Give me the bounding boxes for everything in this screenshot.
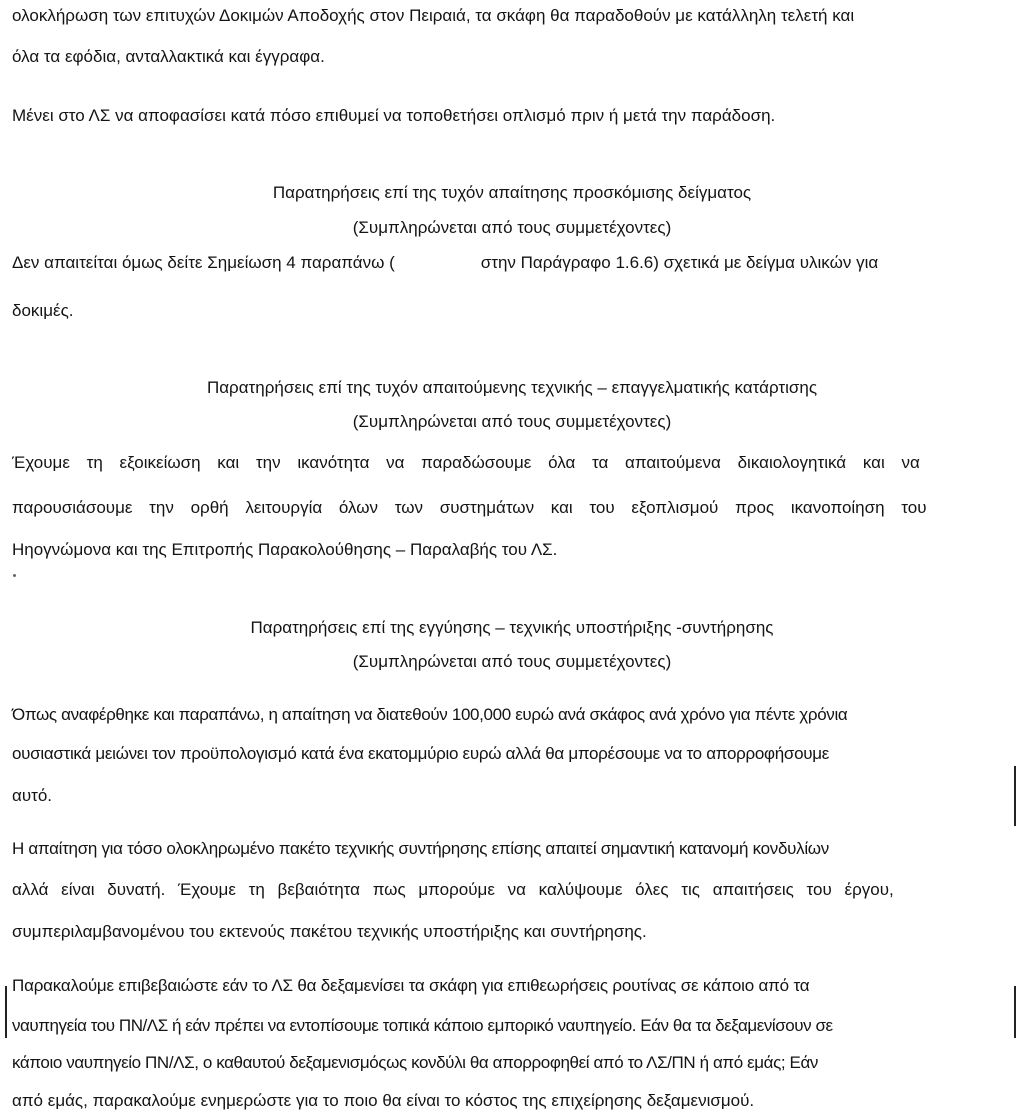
- intro-line-2: όλα τα εφόδια, ανταλλακτικά και έγγραφα.: [12, 47, 325, 66]
- margin-rule-right: [1014, 766, 1016, 826]
- warranty-p2-line-1: Η απαίτηση για τόσο ολοκληρωμένο πακέτο τεχνικής συντήρησης επίσης απαιτεί σημαντική κατανομή κονδυλίων: [12, 839, 829, 858]
- margin-rule-left: [5, 986, 7, 1038]
- intro-line-1: [12, 6, 1006, 26]
- warranty-p3-line-3: κάποιο ναυπηγείο ΠΝ/ΛΣ, ο καθαυτού δεξαμενισμόςως κονδύλι θα απορροφηθεί από το ΛΣ/ΠΝ ή από εμάς; Εάν: [12, 1053, 818, 1072]
- margin-rule-right-lower: [1014, 986, 1016, 1038]
- training-paragraph-line-2: παρουσιάσουμε την ορθή λειτουργία όλων των συστημάτων και του εξοπλισμού προς ικανοποίηση του: [12, 498, 927, 517]
- warranty-p3-line-2: ναυπηγεία του ΠΝ/ΛΣ ή εάν πρέπει να εντοπίσουμε τοπικά κάποιο εμπορικό ναυπηγείο. Εάν θα τα δεξαμενίσουν σε: [12, 1016, 833, 1035]
- warranty-p1-line-1: Όπως αναφέρθηκε και παραπάνω, η απαίτηση να διατεθούν 100,000 ευρώ ανά σκάφος ανά χρόνο για πέντε χρόνια: [12, 705, 848, 724]
- intro-line-1-text: ολοκλήρωση των επιτυχών Δοκιμών Αποδοχής στον Πειραιά, τα σκάφη θα παραδοθούν με κατάλληλη τελετή και: [12, 6, 855, 25]
- sample-paragraph-line-2: δοκιμές.: [12, 301, 74, 320]
- warranty-p3-line-4: από εμάς, παρακαλούμε ενημερώστε για το ποιο θα είναι το κόστος της επιχείρησης δεξαμενισμού.: [12, 1091, 755, 1110]
- scan-speck: [13, 574, 16, 577]
- warranty-p2-line-3: συμπεριλαμβανομένου του εκτενούς πακέτου τεχνικής υποστήριξης και συντήρησης.: [12, 922, 647, 941]
- sample-section-subheading: (Συμπληρώνεται από τους συμμετέχοντες): [352, 218, 672, 237]
- warranty-section-heading: Παρατηρήσεις επί της εγγύησης – τεχνικής υποστήριξης -συντήρησης: [250, 618, 774, 637]
- training-paragraph-line-3: Ηηογνώμονα και της Επιτροπής Παρακολούθησης – Παραλαβής του ΛΣ.: [12, 540, 558, 559]
- sample-section-heading: Παρατηρήσεις επί της τυχόν απαίτησης προσκόμισης δείγματος: [272, 183, 752, 202]
- warranty-section-subheading: (Συμπληρώνεται από τους συμμετέχοντες): [352, 652, 672, 671]
- training-paragraph-line-1: Έχουμε τη εξοικείωση και την ικανότητα να παραδώσουμε όλα τα απαιτούμενα δικαιολογητικά και να: [12, 453, 920, 472]
- sample-paragraph-line-1: [12, 253, 878, 273]
- training-section-heading: Παρατηρήσεις επί της τυχόν απαιτούμενης τεχνικής – επαγγελματικής κατάρτισης: [206, 378, 818, 397]
- warranty-p1-line-2: ουσιαστικά μειώνει τον προϋπολογισμό κατά ένα εκατομμύριο ευρώ αλλά θα μπορέσουμε να το απορροφήσουμε: [12, 744, 830, 763]
- sample-line-1-left: Δεν απαιτείται όμως δείτε Σημείωση 4 παραπάνω (: [12, 253, 395, 272]
- training-section-subheading: (Συμπληρώνεται από τους συμμετέχοντες): [352, 412, 672, 431]
- sample-line-1-right: στην Παράγραφο 1.6.6) σχετικά με δείγμα υλικών για: [480, 253, 879, 272]
- warranty-p1-line-3: αυτό.: [12, 786, 53, 805]
- warranty-p2-line-2: αλλά είναι δυνατή. Έχουμε τη βεβαιότητα πως μπορούμε να καλύψουμε όλες τις απαιτήσεις του έργου,: [12, 880, 894, 899]
- warranty-p3-line-1: Παρακαλούμε επιβεβαιώστε εάν το ΛΣ θα δεξαμενίσει τα σκάφη για επιθεωρήσεις ρουτίνας σε κάποιο από τα: [12, 976, 810, 995]
- intro-line-3: Μένει στο ΛΣ να αποφασίσει κατά πόσο επιθυμεί να τοποθετήσει οπλισμό πριν ή μετά την παράδοση.: [12, 106, 776, 125]
